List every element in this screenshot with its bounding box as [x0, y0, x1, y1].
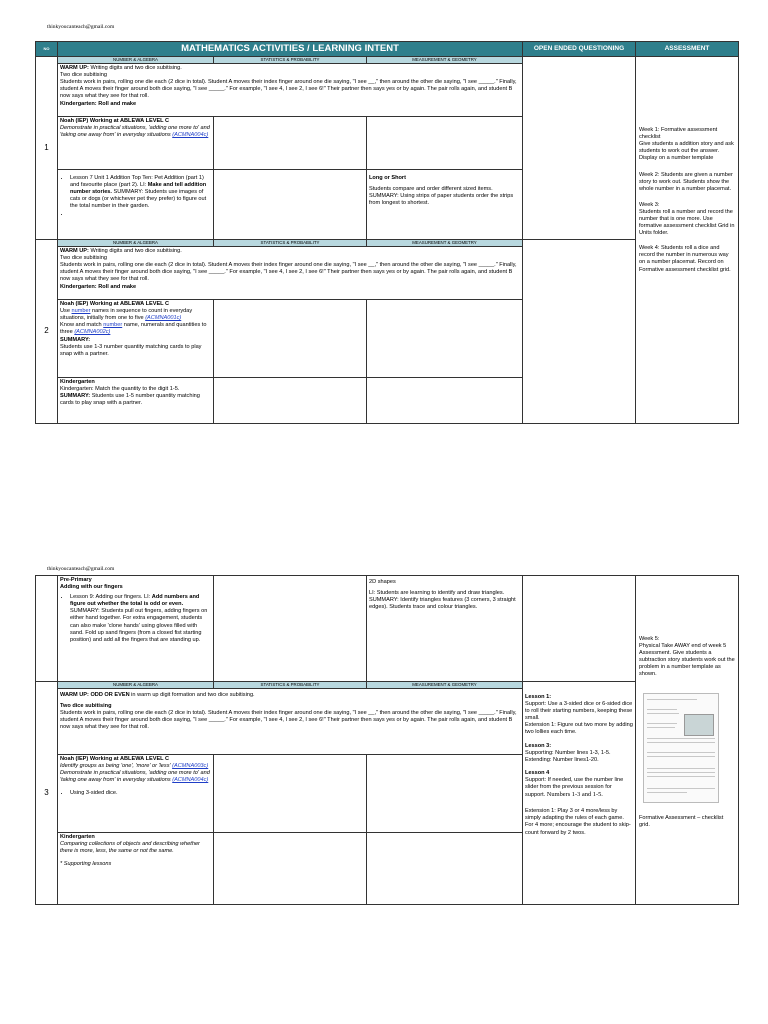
- long-short-cell: [367, 170, 523, 240]
- empty-cell: [214, 378, 367, 424]
- noah-iep-cell: Noah (IEP) Working at ABLEWA LEVEL C Identify groups as being 'one', 'more' or 'less' (ACMNA003c) Demonstrate in practical situations, 'adding one more to' and 'taking one away from' in everyday situations (ACMNA004c) • Using 3-sided dice.: [58, 755, 214, 833]
- warm-up-kinder: Kindergarten: Roll and make: [60, 100, 137, 107]
- strand-measurement: MEASUREMENT & GEOMETRY: [367, 682, 523, 689]
- lesson4-title: Lesson 4: [525, 769, 550, 776]
- assessment-template-thumbnail: [643, 693, 719, 803]
- warm-up-body: Students work in pairs, rolling one die each (2 dice in total). Student A moves their index finger around one die saying, "I see __," then around the other die saying, "I see _____." Finally, student A moves their finger around both dice saying, "I see _____." For example, "I see 4, I see 2, I see 6!" Their partner then says yes or by again. The pair rolls again, and student B now says what they see for that roll.: [60, 79, 517, 100]
- strand-statistics: STATISTICS & PROBABILITY: [214, 240, 367, 247]
- lesson4-serif-text: Numbers 1-3 and 1-5.: [546, 791, 603, 799]
- empty-cell: [367, 755, 523, 833]
- warm-up-subtitle: Two dice subitising: [60, 72, 107, 79]
- empty-cell: [523, 576, 636, 682]
- email-header-page1: thinkyoucanteach@gmail.com: [47, 24, 115, 30]
- empty-week-cell: [36, 576, 58, 682]
- strand-statistics: STATISTICS & PROBABILITY: [214, 57, 367, 64]
- long-short-title: Long or Short: [369, 175, 406, 182]
- open-ended-cell-week3: [523, 682, 636, 905]
- shapes-title: 2D shapes: [369, 579, 396, 585]
- assessment-week3: Week 3: Students roll a number and record the number that is one more. Use formative assessment checklist Grid in Units folder.: [639, 201, 735, 237]
- curriculum-code-link[interactable]: (ACMNA003c): [172, 763, 209, 770]
- noah-text: Demonstrate in practical situations, 'adding one more to' and 'taking one away from' in everyday situations: [60, 125, 210, 139]
- warm-up-title: WARM UP:: [60, 248, 89, 255]
- lesson-cell: [58, 170, 214, 240]
- assessment-cell-page2: [636, 576, 739, 905]
- warm-up-cell: [58, 689, 523, 755]
- page-title: MATHEMATICS ACTIVITIES / LEARNING INTENT: [58, 42, 523, 57]
- kinder-text: Comparing collections of objects and describing whether there is more, less, the same or not the same.: [60, 841, 200, 855]
- noah-iep-cell: Noah (IEP) Working at ABLEWA LEVEL C Use number names in sequence to count in everyday situations, initially from one to five (ACMNA001c) Know and match number name, numerals and quantities to three (ACMNA002c) SUMMARY: Students use 1-3 number quantity matching cards to play snap with a partner.: [58, 300, 214, 378]
- assessment-week5: Week 5: Physical Take AWAY end of week 5 Assessment. Give students a subtraction story students work out the problem in a number template as shown.: [639, 636, 735, 678]
- kinder-cell: Kindergarten Kindergarten: Match the quantity to the digit 1-5. SUMMARY: Students use 1-5 number quantity matching cards to play snap with a partner.: [58, 378, 214, 424]
- lesson-table-page2: [35, 575, 739, 905]
- week-number: 3: [36, 682, 58, 905]
- warm-up-subtitle: Two dice subitising: [60, 703, 112, 710]
- open-ended-cell-week2: [523, 240, 636, 424]
- summary-text: Students use 1-3 number quantity matching cards to play snap with a partner.: [60, 343, 202, 357]
- curriculum-code-link[interactable]: (ACMNA001c): [145, 315, 182, 322]
- open-ended-header: OPEN ENDED QUESTIONING: [523, 42, 636, 57]
- lesson-item: • Lesson 7 Unit 1 Addition Top Ten: Pet Addition (part 1) and favourite place (part 2). LI: Make and tell addition number stories. SUMMARY: Students use images of cats or dogs (or whichever pet they prefer) to figure out the total number in their garden.: [70, 175, 211, 210]
- empty-cell: [367, 300, 523, 378]
- assessment-week1: Week 1: Formative assessment checklist Give students a addition story and ask students to work out the answer. Display on a number template: [639, 127, 734, 162]
- assessment-cell-page1: [636, 57, 739, 424]
- shapes-cell: [367, 576, 523, 682]
- email-header-page2: thinkyoucanteach@gmail.com: [47, 566, 115, 572]
- lesson-table-page1: [35, 41, 739, 424]
- week-number: 2: [36, 240, 58, 424]
- kinder-text: Kindergarten: Match the quantity to the digit 1-5.: [60, 386, 180, 393]
- warm-up-cell: [58, 64, 523, 117]
- empty-cell: [214, 300, 367, 378]
- assessment-week4: Week 4: Students roll a dice and record the number in numerous way on a number placemat. Record on Formative assessment checklist grid.: [639, 245, 731, 273]
- noah-bullet: • Using 3-sided dice.: [70, 790, 211, 797]
- strand-number-algebra: NUMBER & ALGEBRA: [58, 240, 214, 247]
- strand-number-algebra: NUMBER & ALGEBRA: [58, 682, 214, 689]
- empty-cell: [367, 117, 523, 170]
- warm-up-subtitle: Two dice subitising: [60, 255, 107, 262]
- summary-title: SUMMARY:: [60, 336, 91, 343]
- curriculum-code-link[interactable]: (ACMNA004c): [172, 132, 209, 139]
- preprimary-lesson-item: • Lesson 9: Adding our fingers. LI: Add numbers and figure out whether the total is odd or even. SUMMARY: Students pull out fingers, adding fingers on either hand together. For extra engagement, students can also make 'clone hands' using gloves filled with sand. Fold up sand fingers (from a closed fist starting position) and add all the fingers that are standing up.: [70, 594, 211, 644]
- extension-text: Extension 1: Play 3 or 4 more/less by simply adapting the rules of each game. For 4 more; encourage the student to skip-count forward by 2 twos.: [525, 808, 631, 836]
- warm-up-cell: [58, 247, 523, 300]
- strand-measurement: MEASUREMENT & GEOMETRY: [367, 57, 523, 64]
- kinder-cell: [58, 833, 214, 905]
- empty-cell: [367, 378, 523, 424]
- preprimary-cell: [58, 576, 214, 682]
- empty-cell: [214, 576, 367, 682]
- warm-up-title: WARM UP:: [60, 65, 89, 72]
- warm-up-intro: Writing digits and two dice subitising.: [88, 65, 182, 72]
- number-link[interactable]: number: [103, 322, 123, 329]
- warm-up-body: Students work in pairs, rolling one die each (2 dice in total). Student A moves their index finger around one die saying, "I see __," then around the other die saying, "I see _____." Finally, student A moves their finger around both dice saying, "I see _____." For example, "I see 4, I see 2, I see 6!" Their partner then says yes or by again. The pair rolls again, and student B now says what they see for that roll.: [60, 710, 517, 731]
- number-link[interactable]: number: [71, 308, 91, 315]
- warm-up-body: Students work in pairs, rolling one die each (2 dice in total). Student A moves their index finger around one die saying, "I see __," then around the other die saying, "I see _____." Finally, student A moves their finger around both dice saying, "I see _____." For example, "I see 4, I see 2, I see 6!" Their partner then says yes or by again. The pair rolls again, and student B now says what they see for that roll.: [60, 262, 517, 283]
- open-ended-cell-week1: [523, 57, 636, 240]
- lesson3-text: Supporting: Number lines 1-3, 1-5. Extending: Number lines1-20.: [525, 749, 611, 763]
- shapes-text: LI: Students are learning to identify and draw triangles. SUMMARY: Identify triangles features (3 corners, 3 straight edges). Students trace and colour triangles.: [369, 590, 516, 611]
- warm-up-intro: Writing digits and two dice subitising.: [88, 248, 182, 255]
- week-number: 1: [36, 57, 58, 240]
- noah-iep-cell: [58, 117, 214, 170]
- preprimary-subtitle: Adding with our fingers: [60, 584, 123, 591]
- assessment-week2: Week 2: Students are given a number story to work out. Students show the whole number in a number placemat.: [639, 171, 733, 192]
- noah-title: Noah (IEP) Working at ABLEWA LEVEL C: [60, 301, 170, 308]
- kinder-title: Kindergarten: [60, 379, 95, 386]
- strand-number-algebra: NUMBER & ALGEBRA: [58, 57, 214, 64]
- empty-bullet: [70, 211, 211, 218]
- no-column-header: NO: [36, 42, 58, 57]
- assessment-week6: Formative Assessment – checklist grid.: [639, 814, 724, 828]
- warm-up-title: WARM UP: ODD OR EVEN: [60, 692, 130, 698]
- lesson1-title: Lesson 1:: [525, 694, 552, 700]
- empty-cell: [214, 170, 367, 240]
- preprimary-title: Pre-Primary: [60, 577, 92, 583]
- assessment-header: ASSESSMENT: [636, 42, 739, 57]
- lesson1-text: Support: Use a 3-sided dice or 6-sided dice to roll their starting numbers, keeping these small. Extension 1: Figure out two more by adding two lollies each time.: [525, 701, 633, 736]
- long-short-text: Students compare and order different sized items. SUMMARY: Using strips of paper students order the strips from longest to shortest.: [369, 186, 514, 207]
- empty-cell: [214, 755, 367, 833]
- warm-up-intro: in warm up digit formation and two dice subitising.: [129, 692, 255, 698]
- strand-statistics: STATISTICS & PROBABILITY: [214, 682, 367, 689]
- strand-measurement: MEASUREMENT & GEOMETRY: [367, 240, 523, 247]
- noah-title: Noah (IEP) Working at ABLEWA LEVEL C: [60, 118, 170, 125]
- curriculum-code-link[interactable]: (ACMNA004c): [172, 777, 209, 784]
- empty-cell: [214, 117, 367, 170]
- lesson3-title: Lesson 3:: [525, 742, 552, 749]
- empty-cell: [214, 833, 367, 905]
- warm-up-kinder: Kindergarten: Roll and make: [60, 283, 137, 290]
- noah-title: Noah (IEP) Working at ABLEWA LEVEL C: [60, 756, 170, 762]
- supporting-lessons-note: * Supporting lessons: [60, 861, 112, 868]
- kinder-title: Kindergarten: [60, 834, 95, 840]
- curriculum-code-link[interactable]: (ACMNA002c): [74, 329, 111, 336]
- empty-cell: [367, 833, 523, 905]
- lesson4-text: Support: If needed, use the number line slider from the previous session for support.: [525, 776, 624, 799]
